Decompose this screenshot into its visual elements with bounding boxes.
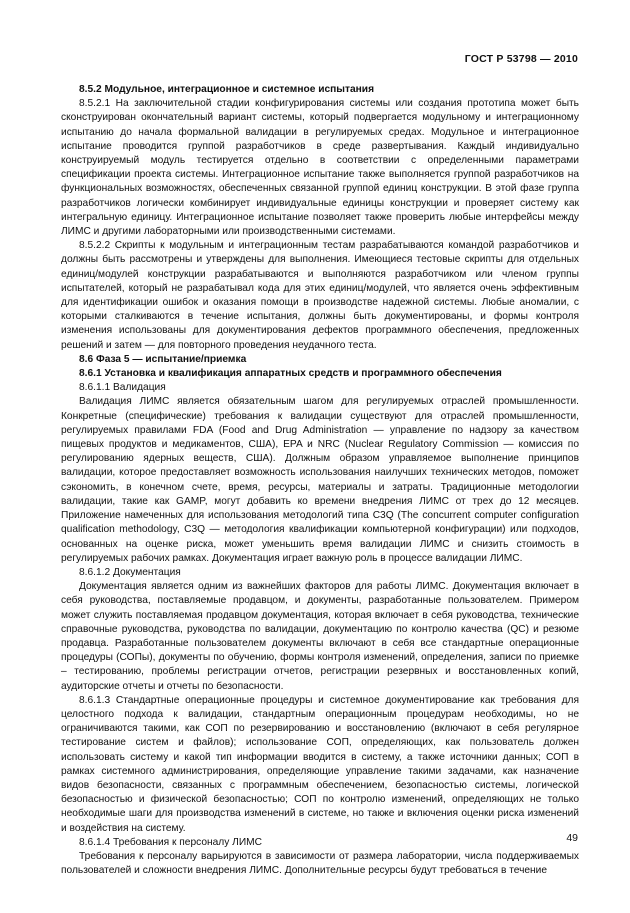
section-heading: 8.6.1 Установка и квалификация аппаратных средств и программного обеспечения bbox=[79, 368, 502, 380]
paragraph: Требования к персоналу варьируются в зависимости от размера лаборатории, числа поддерживаемых пользователей и сложности внедрения ЛИМС. Дополнительные ресурсы будут требоваться в течение bbox=[61, 850, 579, 877]
subsection-title: 8.6.1.2 Документация bbox=[79, 566, 181, 578]
paragraph: 8.6.1.3 Стандартные операционные процедуры и системное документирование как требования для целостного подхода к валидации, стандартным операционным процедурам необходимы, но не ограничиваются такими, как СОП по резервированию и восстановлению (включают в себя регулярное тестирование систем и файлов); использование СОП, определяющих, как пользователь должен использовать систему и какой тип информации вводится в систему, а также источники данных; СОП в рамках системного администрирования, определяющие управление такими задачами, как назначение видов безопасности, связанных с программным обеспечением, безопасностью системы, логической безопасностью и физической безопасностью; СОП по контролю изменений, определяющих не только необходимые шаги для производства изменений в системе, но также и включения оценки риска изменений и воздействия на систему. bbox=[61, 694, 579, 834]
subsection-title: 8.6.1.1 Валидация bbox=[79, 382, 166, 394]
section-heading: 8.6 Фаза 5 — испытание/приемка bbox=[79, 353, 247, 365]
paragraph: 8.5.2.2 Скрипты к модульным и интеграционным тестам разрабатываются командой разработчиков и должны быть рассмотрены и утверждены для выполнения. Имеющиеся тестовые скрипты для отдельных единиц/модулей конструкции разрабатываются и выполняются разработчиком или членом группы испытателей, который не разрабатывал кода для этих единиц/модулей, что является очень эффективным для идентификации ошибок и оказания помощи в производстве надежной системы. Любые аномалии, с которыми сталкиваются в течение испытания, должны быть документированы, и формы контроля изменения использованы для документирования дефектов программного обеспечения, предложенных решений и затем — для повторного проведения неудачного теста. bbox=[61, 240, 579, 351]
standard-header: ГОСТ Р 53798 — 2010 bbox=[464, 53, 578, 65]
page-number: 49 bbox=[566, 832, 578, 844]
paragraph: Документация является одним из важнейших факторов для работы ЛИМС. Документация включает в себя руководства, поставляемые продавцом, и документы, разработанные пользователем. Примером может служить поставляемая продавцом документация, которая включает в себя руководства, технические справочные руководства, руководства по валидации, документацию по контролю качества (QC) и резюме продавца. Разработанные пользователем документы включают в себя все стандартные операционные процедуры (СОПы), документы по обучению, формы контроля изменений, определения, записи по приемке – тестированию, проблемы регистрации отчетов, регистрации резервных и восстановленных копий, аудиторские отчеты и отчеты по безопасности. bbox=[61, 581, 579, 692]
subsection-title: 8.6.1.4 Требования к персоналу ЛИМС bbox=[79, 836, 263, 848]
paragraph: Валидация ЛИМС является обязательным шагом для регулируемых отраслей промышленности. Конкретные (специфические) требования к валидации существуют для отраслей промышленности, регулируемых правилами FDA (Food and Drug Administration — управление по надзору за качеством пищевых продуктов и медикаментов, США), EPA и NRC (Nuclear Regulatory Commission — комиссия по регулированию ядерных веществ, США). Должным образом управляемое выполнение принципов валидации, которое предоставляет возможность использования наилучших технических методов, поможет сэкономить, в конечном счете, время, ресурсы, материалы и затраты. Традиционные методологии валидации, такие как GAMP, могут добавить ко времени внедрения ЛИМС от трех до 12 месяцев. Приложение намеченных для использования методологий типа C3Q (The concurrent computer configuration qualification methodology, C3Q — методология квалификации компьютерной конфигурации) или подходов, основанных на оценке риска, может уменьшить время валидации ЛИМС и снизить стоимость в регулируемых рабочих рамках. Документация играет важную роль в процессе валидации ЛИМС. bbox=[61, 396, 579, 564]
document-body bbox=[61, 83, 579, 878]
section-heading: 8.5.2 Модульное, интеграционное и системное испытания bbox=[79, 84, 375, 95]
paragraph: 8.5.2.1 На заключительной стадии конфигурирования системы или создания прототипа может быть сконструирован окончательный вариант системы, который подвергается модульному и интеграционному испытанию до начала формальной валидации в регулируемых средах. Модульное и интеграционное испытание проводится группой разработчиков в среде развертывания. Каждый индивидуально конструируемый модуль тестируется отдельно в соответствии с определенными параметрами спецификации проекта системы. Интеграционное испытание также выполняется группой разработчиков на функциональных возможностях, обеспеченных связанной группой единиц конструкции. В этой фазе группа разработчиков логически комбинирует индивидуальные единицы конструкции и проверяет систему как интегральную единицу. Интеграционное испытание позволяет также проверить любые интерфейсы между ЛИМС и другими лабораторными или производственными системами. bbox=[61, 98, 579, 238]
